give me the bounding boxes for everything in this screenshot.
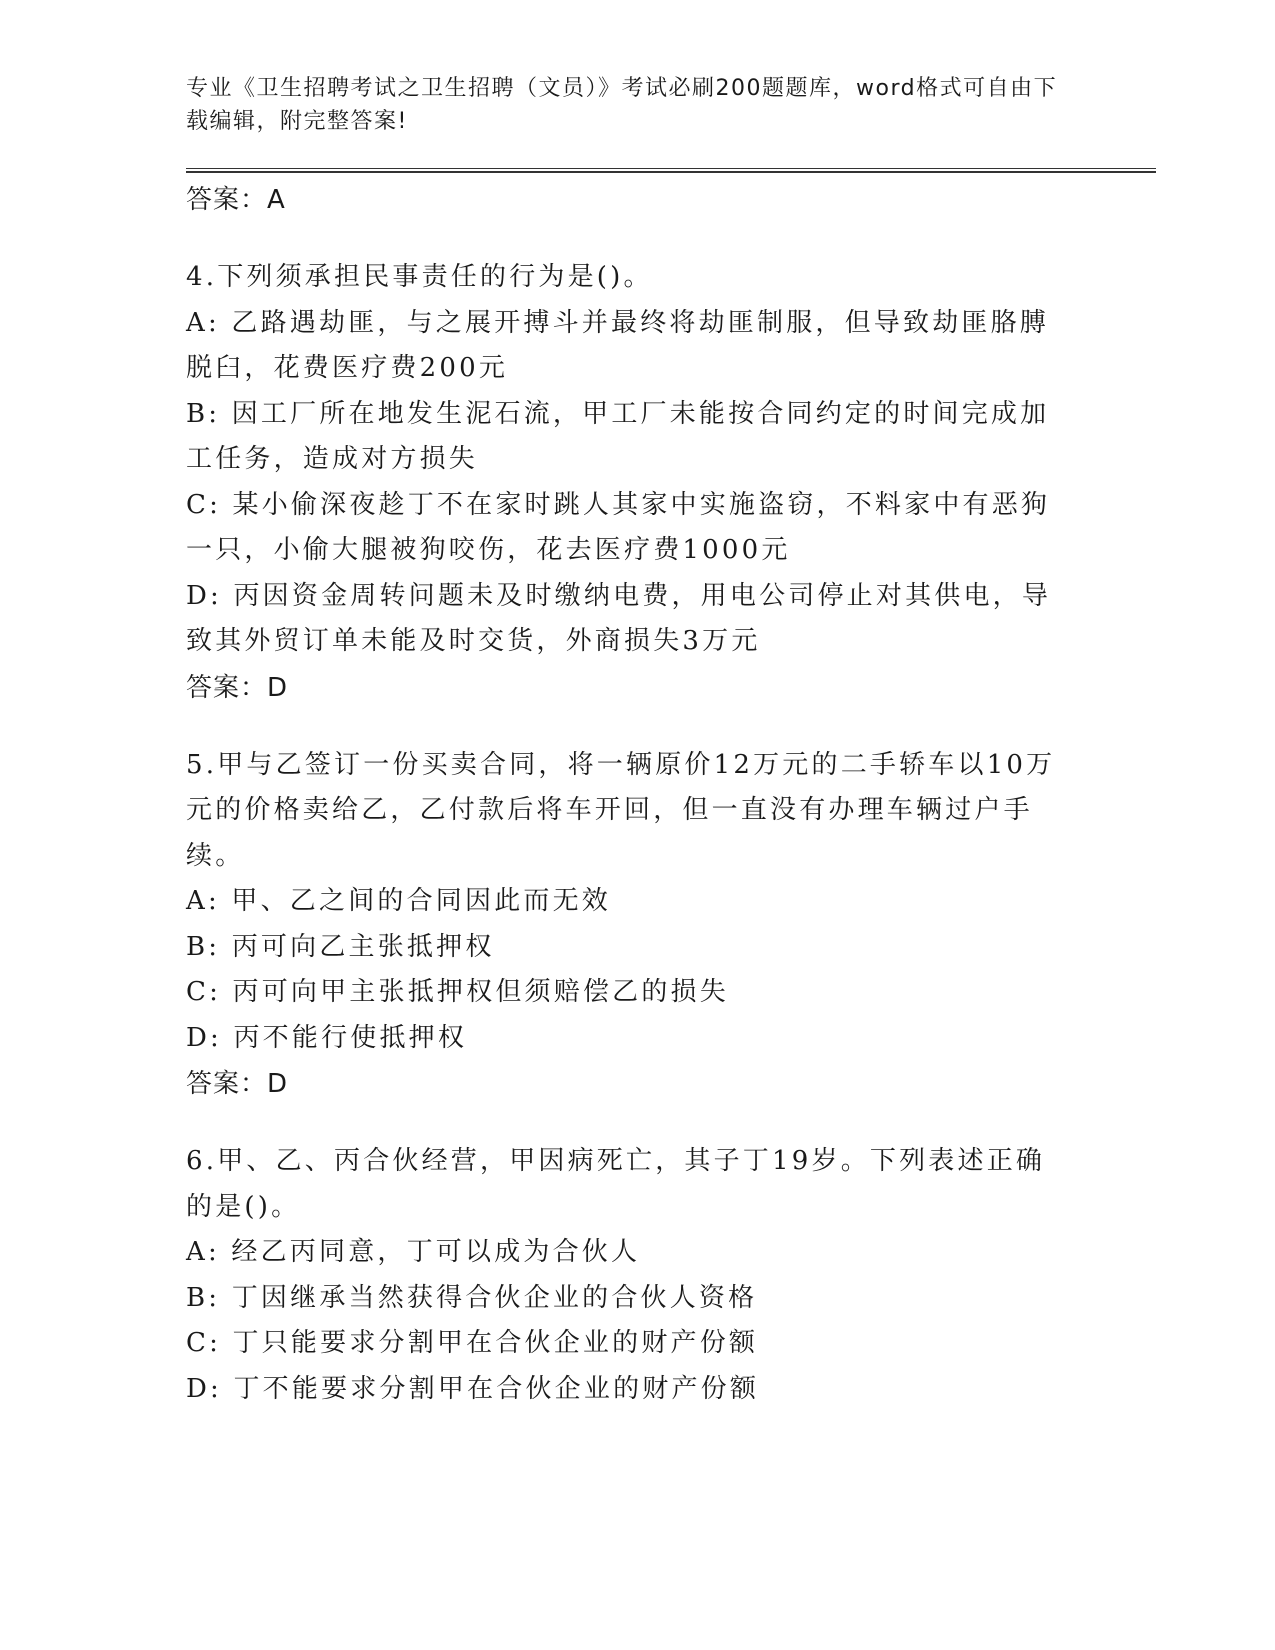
option-d: D: 丙因资金周转问题未及时缴纳电费，用电公司停止对其供电，导致其外贸订单未能及时交货，外商损失3万元: [186, 580, 1052, 656]
option-d: D: 丙不能行使抵押权: [186, 1022, 468, 1053]
header-divider: [186, 168, 1156, 173]
question-6: [186, 1139, 1166, 1412]
option-b: B: 因工厂所在地发生泥石流，甲工厂未能按合同约定的时间完成加工任务，造成对方损失: [186, 398, 1050, 474]
option-c: C: 某小偷深夜趁丁不在家时跳人其家中实施盗窃，不料家中有恶狗一只，小偷大腿被狗咬伤，花去医疗费1000元: [186, 489, 1051, 565]
option-b: B: 丁因继承当然获得合伙企业的合伙人资格: [186, 1282, 758, 1313]
question-4: [186, 255, 1166, 711]
question-text: 4.下列须承担民事责任的行为是()。: [186, 262, 653, 292]
question-text: 5.甲与乙签订一份买卖合同，将一辆原价12万元的二手轿车以10万元的价格卖给乙，乙付款后将车开回，但一直没有办理车辆过户手续。: [186, 749, 1056, 871]
document-page: [186, 72, 1166, 1412]
answer-line: 答案：D: [186, 1069, 289, 1099]
option-b: B: 丙可向乙主张抵押权: [186, 931, 495, 962]
option-c: C: 丁只能要求分割甲在合伙企业的财产份额: [186, 1328, 759, 1358]
answer-line: 答案：A: [186, 185, 286, 215]
option-a: A: 经乙丙同意，丁可以成为合伙人: [186, 1237, 641, 1267]
document-content: [186, 177, 1166, 1412]
option-c: C: 丙可向甲主张抵押权但须赔偿乙的损失: [186, 977, 729, 1007]
option-d: D: 丁不能要求分割甲在合伙企业的财产份额: [186, 1373, 760, 1404]
document-header: 专业《卫生招聘考试之卫生招聘（文员）》考试必刷200题题库，word格式可自由下载编辑，附完整答案!: [186, 76, 1058, 134]
option-a: A: 甲、乙之间的合同因此而无效: [186, 886, 612, 916]
question-5: [186, 743, 1166, 1108]
option-a: A: 乙路遇劫匪，与之展开搏斗并最终将劫匪制服，但导致劫匪胳膊脱臼，花费医疗费200元: [186, 307, 1050, 383]
answer-line: 答案：D: [186, 672, 289, 703]
question-text: 6.甲、乙、丙合伙经营，甲因病死亡，其子丁19岁。下列表述正确的是()。: [186, 1146, 1046, 1222]
